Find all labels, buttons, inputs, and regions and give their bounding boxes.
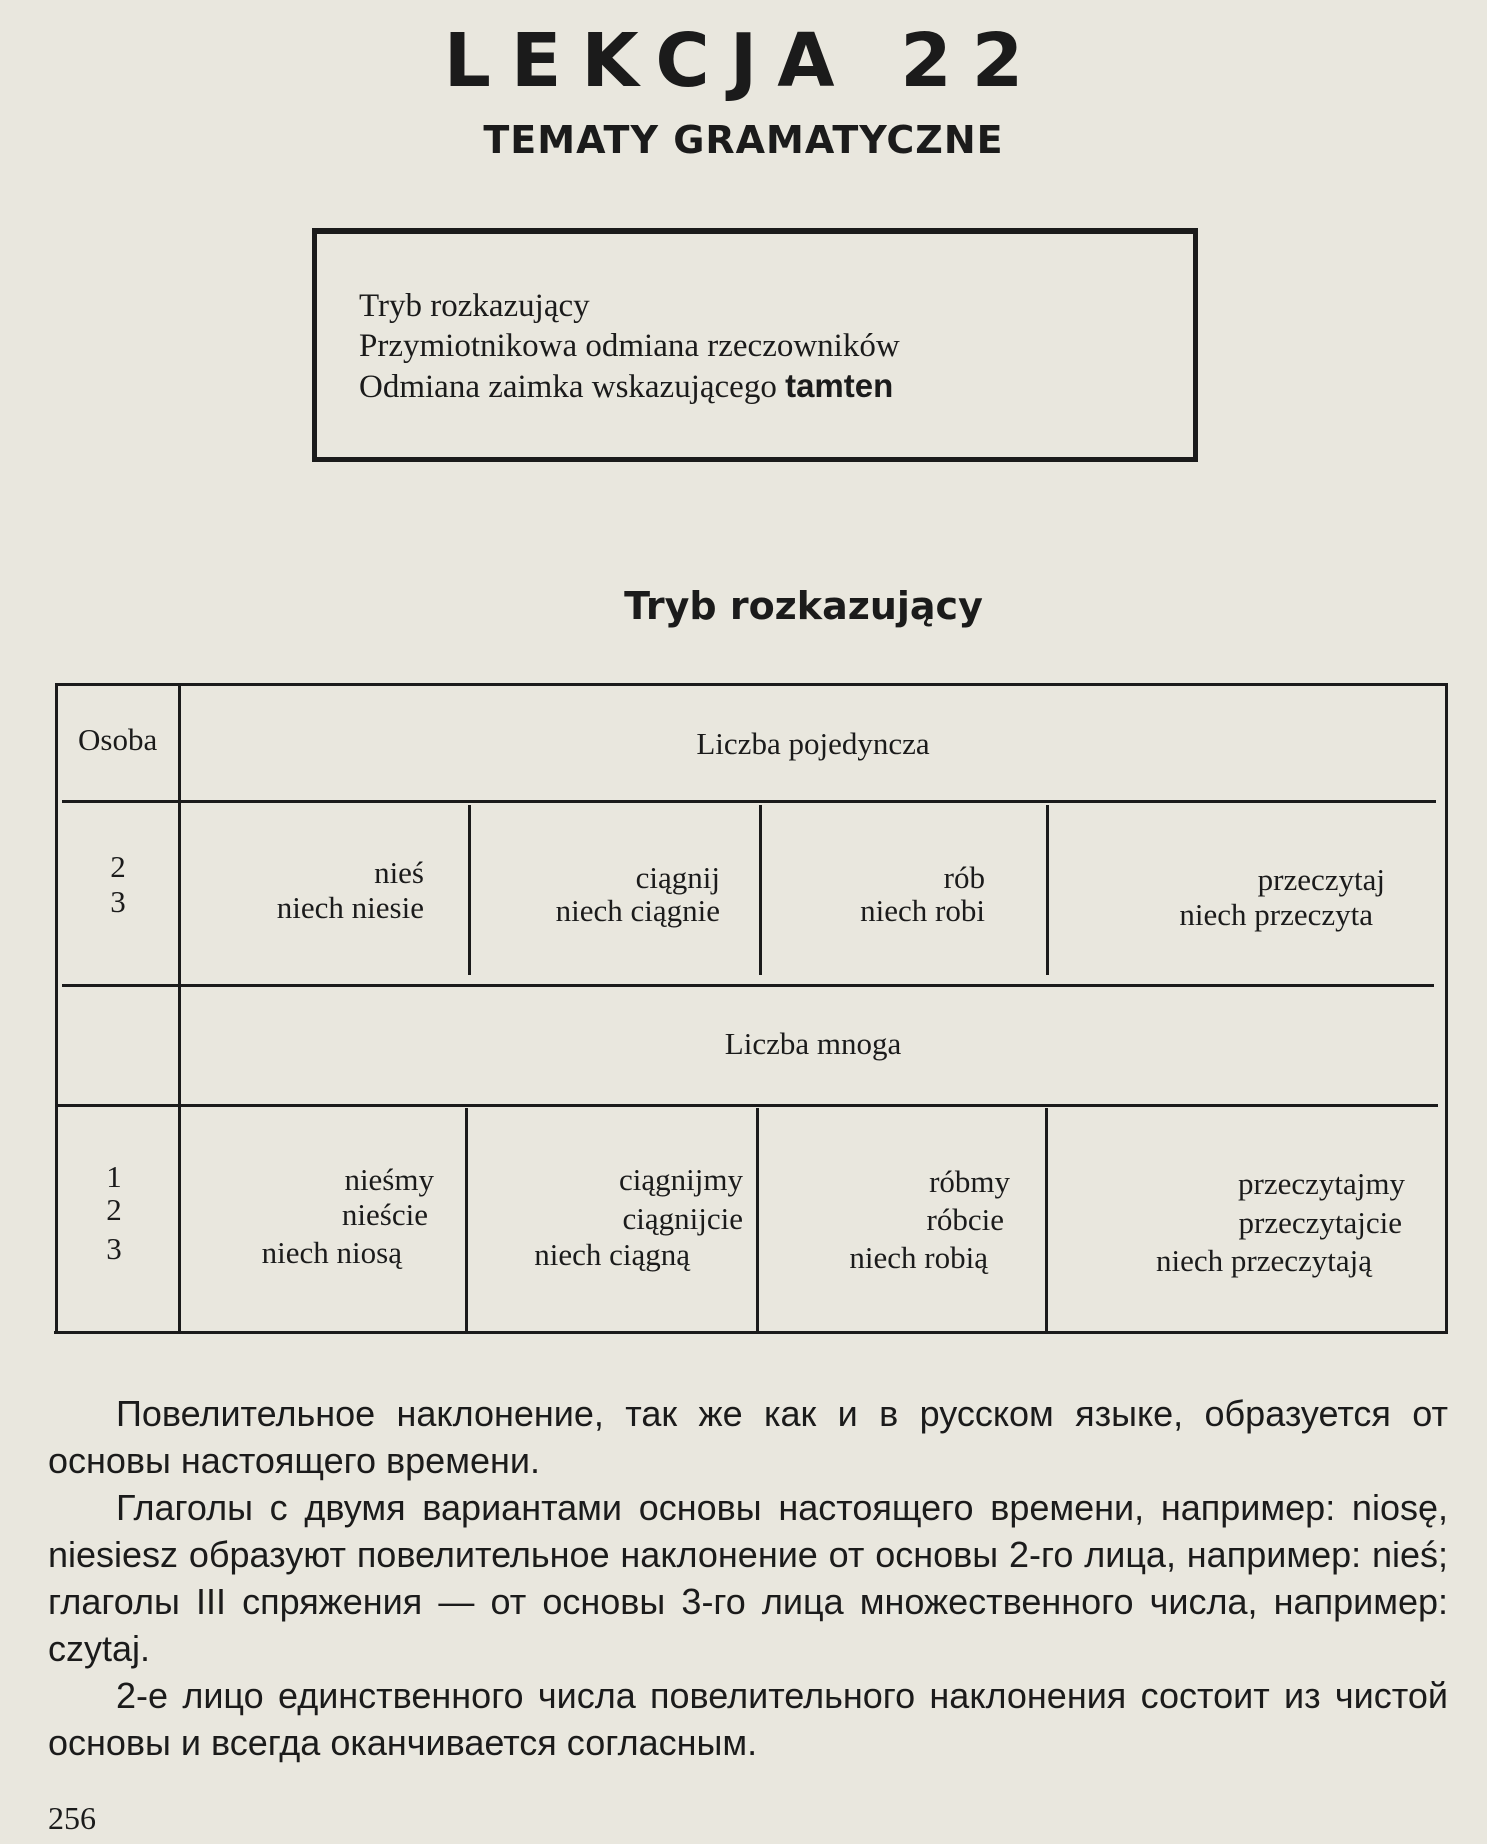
plural-form: przeczytajmy bbox=[1238, 1166, 1405, 1201]
plural-form: przeczytajcie bbox=[1238, 1205, 1402, 1240]
plural-form: ciągnijcie bbox=[622, 1201, 743, 1236]
plural-form: niech ciągną bbox=[534, 1237, 690, 1272]
singular-header: Liczba pojedyncza bbox=[696, 726, 930, 761]
table-rule-1 bbox=[62, 800, 1436, 803]
plural-person-number: 1 bbox=[106, 1159, 122, 1194]
singular-form: nieś bbox=[374, 855, 424, 890]
singular-person-number: 3 bbox=[110, 884, 126, 919]
paragraph-3: 2-е лицо единственного числа повелительного наклонения состоит из чистой основы и всегда оканчивается согласным. bbox=[48, 1675, 1448, 1763]
topic-item-3-bold: tamten bbox=[785, 367, 894, 404]
topic-item-2: Przymiotnikowa odmiana rzeczowników bbox=[359, 328, 900, 364]
plural-form: niech niosą bbox=[261, 1235, 402, 1270]
plural-form: róbcie bbox=[926, 1202, 1004, 1237]
singular-form: niech ciągnie bbox=[555, 893, 720, 928]
table-rule-3 bbox=[58, 1104, 1438, 1107]
body-text bbox=[48, 1390, 1448, 1766]
page-number: 256 bbox=[48, 1800, 96, 1836]
person-column-rule bbox=[178, 683, 181, 1333]
plural-person-number: 3 bbox=[106, 1231, 122, 1266]
singular-form: przeczytaj bbox=[1257, 862, 1385, 897]
lesson-title: LEKCJA 22 bbox=[443, 18, 1044, 104]
plural-header: Liczba mnoga bbox=[724, 1026, 902, 1061]
col-rule-2-plural bbox=[756, 1108, 759, 1332]
col-rule-2-singular bbox=[759, 805, 762, 975]
table-edge-left bbox=[55, 683, 58, 1333]
table-edge-right bbox=[1445, 683, 1448, 1333]
table-rule-2 bbox=[62, 984, 1434, 987]
singular-person-number: 2 bbox=[110, 849, 126, 884]
plural-form: nieście bbox=[341, 1197, 428, 1232]
singular-form: niech robi bbox=[860, 893, 985, 928]
singular-form: ciągnij bbox=[635, 860, 720, 895]
singular-form: niech niesie bbox=[276, 890, 424, 925]
singular-form: rób bbox=[943, 860, 985, 895]
singular-form: niech przeczyta bbox=[1179, 897, 1373, 932]
topic-item-1: Tryb rozkazujący bbox=[359, 288, 590, 324]
table-rule-bottom bbox=[54, 1331, 1448, 1334]
paragraph-2: Глаголы с двумя вариантами основы настоящего времени, например: niosę, niesiesz образуют повелительное наклонение от основы 2-го лица, например: nieś; глаголы III спряжения — от основы 3-го лица множественного числа, например: czytaj. bbox=[48, 1487, 1448, 1669]
col-rule-3-singular bbox=[1046, 805, 1049, 975]
col-rule-1-singular bbox=[468, 805, 471, 975]
section-heading: Tryb rozkazujący bbox=[624, 584, 983, 628]
plural-form: niech przeczytają bbox=[1156, 1243, 1372, 1278]
lesson-subtitle: TEMATY GRAMATYCZNE bbox=[483, 118, 1004, 162]
person-column-header: Osoba bbox=[78, 722, 158, 757]
paragraph-1: Повелительное наклонение, так же как и в русском языке, образуется от основы настоящего времени. bbox=[48, 1393, 1448, 1481]
plural-form: ciągnijmy bbox=[619, 1162, 743, 1197]
topic-item-3-text: Odmiana zaimka wskazującego bbox=[359, 369, 786, 405]
plural-person-number: 2 bbox=[106, 1192, 122, 1227]
table-rule-top bbox=[58, 683, 1448, 686]
plural-form: róbmy bbox=[929, 1164, 1010, 1199]
col-rule-1-plural bbox=[465, 1108, 468, 1332]
plural-form: niech robią bbox=[849, 1240, 988, 1275]
col-rule-3-plural bbox=[1045, 1108, 1048, 1332]
plural-form: nieśmy bbox=[344, 1162, 434, 1197]
